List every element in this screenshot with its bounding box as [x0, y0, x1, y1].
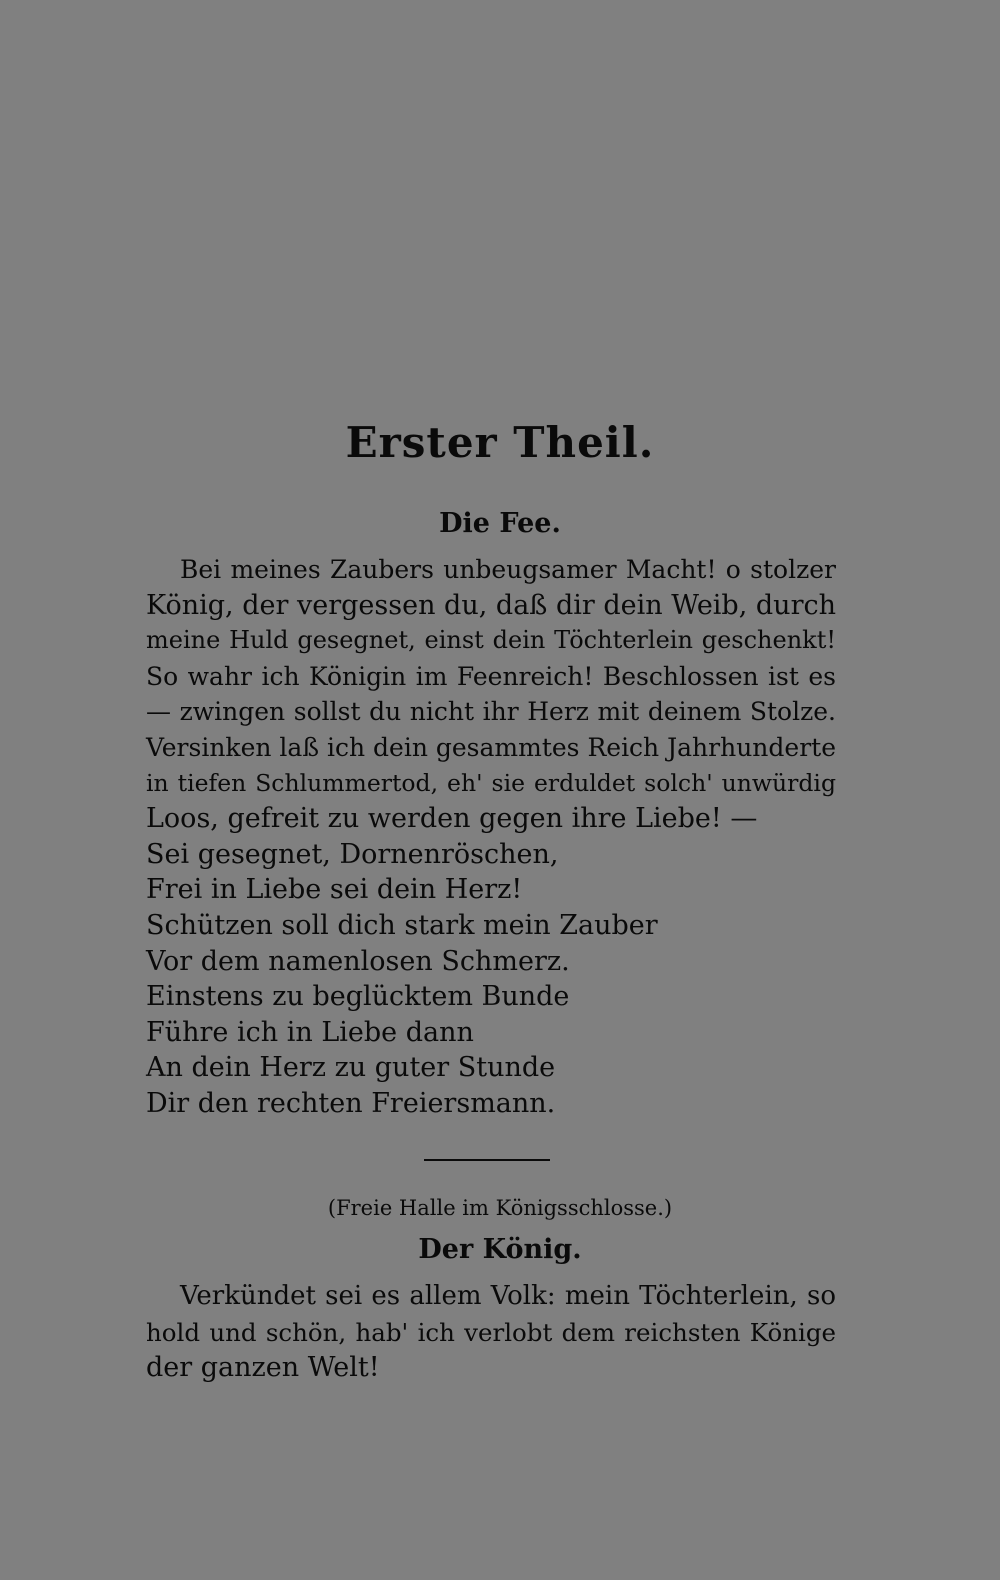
verse-line: Sei gesegnet, Dornenröschen,: [146, 838, 559, 870]
stage-direction: (Freie Halle im Königsschlosse.): [327, 1196, 673, 1220]
fee-speech-line: Bei meines Zaubers unbeugsamer Macht! o stolzer: [180, 555, 836, 584]
fee-speech-line: meine Huld gesegnet, einst dein Töchterlein geschenkt!: [146, 626, 836, 655]
koenig-speech-line: Verkündet sei es allem Volk: mein Töchterlein, so: [180, 1281, 836, 1311]
koenig-speech-line: der ganzen Welt!: [146, 1352, 380, 1384]
verse-line: Führe ich in Liebe dann: [146, 1016, 474, 1048]
fee-speech-line: König, der vergessen du, daß dir dein Weib, durch: [146, 589, 836, 621]
fee-speech: [146, 552, 836, 1122]
fee-speech-line: — zwingen sollst du nicht ihr Herz mit deinem Stolze.: [146, 697, 836, 727]
part-title: Erster Theil.: [345, 418, 655, 467]
koenig-speech-line: hold und schön, hab' ich verlobt dem reichsten Könige: [146, 1317, 836, 1347]
verse-line: An dein Herz zu guter Stunde: [146, 1052, 556, 1084]
speaker-heading-fee: Die Fee.: [439, 508, 561, 539]
verse-line: Frei in Liebe sei dein Herz!: [146, 874, 523, 906]
verse-line: Einstens zu beglücktem Bunde: [146, 981, 570, 1013]
fee-speech-line: So wahr ich Königin im Feenreich! Beschlossen ist es: [146, 661, 836, 691]
verse-line: Schützen soll dich stark mein Zauber: [146, 909, 658, 941]
verse-line: Vor dem namenlosen Schmerz.: [146, 945, 570, 977]
fee-speech-line: Versinken laß ich dein gesammtes Reich Jahrhunderte: [146, 732, 836, 762]
fee-speech-line: in tiefen Schlummertod, eh' sie erduldet solch' unwürdig: [146, 768, 836, 797]
section-divider: [424, 1159, 550, 1161]
verse-line: Dir den rechten Freiersmann.: [146, 1087, 556, 1119]
fee-speech-line: Loos, gefreit zu werden gegen ihre Liebe! —: [146, 803, 758, 835]
speaker-heading-koenig: Der König.: [418, 1234, 582, 1265]
koenig-speech: [146, 1279, 836, 1386]
